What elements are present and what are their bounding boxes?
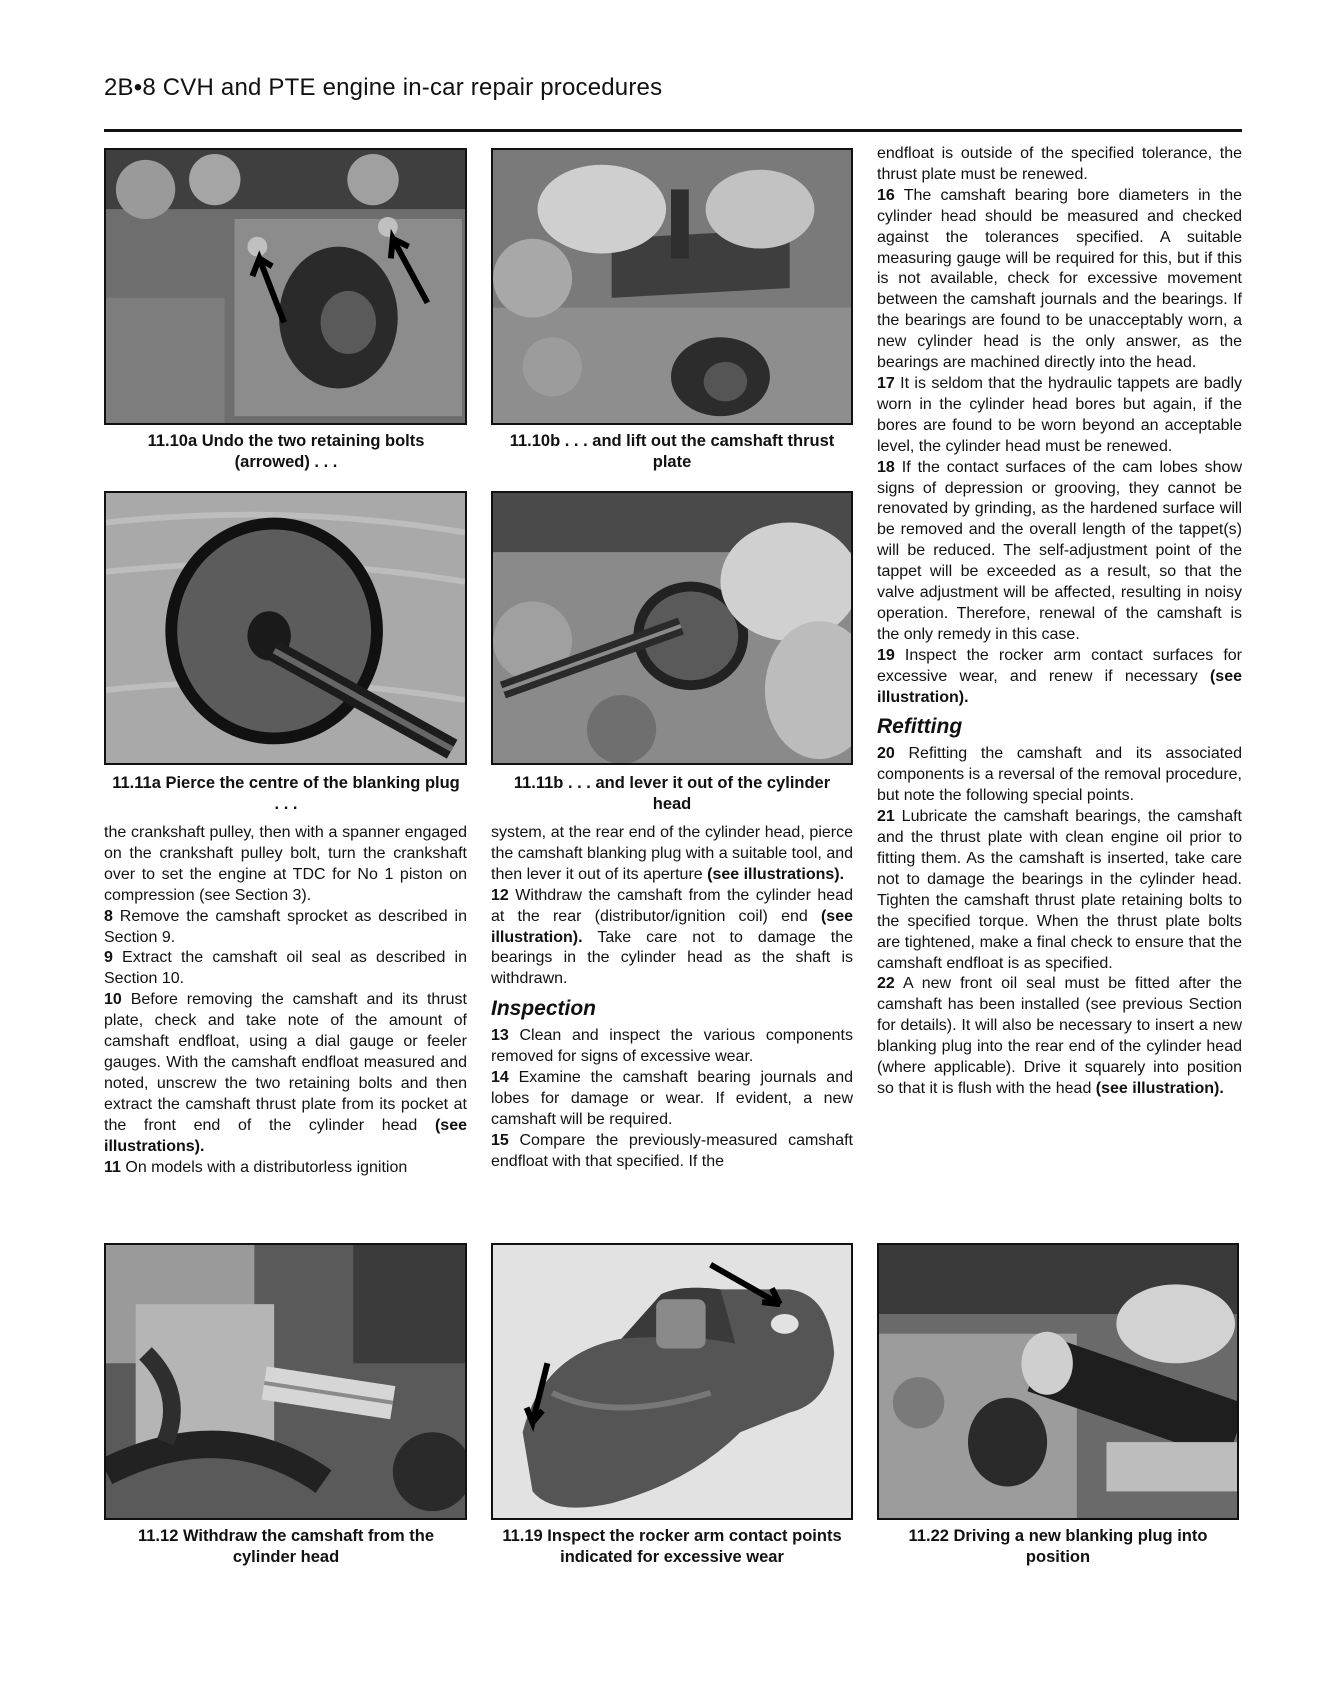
paragraph-13 [491, 1026, 853, 1068]
caption-11-10b: 11.10b . . . and lift out the camshaft thrust plate [509, 432, 835, 471]
text-column-2 [491, 823, 853, 1173]
paragraph-text: It is seldom that the hydraulic tappets are badly worn in the cylinder head bores but again, if the bores are found to be worn beyond an acceptable level, the cylinder head must be renewed. [877, 374, 1242, 455]
paragraph-15 [491, 1131, 853, 1173]
caption-11-11b: 11.11b . . . and lever it out of the cylinder head [513, 774, 831, 813]
paragraph [877, 144, 1242, 186]
paragraph-text: Withdraw the camshaft from the cylinder head at the rear (distributor/ignition coil) end [491, 886, 853, 925]
step-number: 10 [104, 991, 122, 1009]
caption-11-22: 11.22 Driving a new blanking plug into position [908, 1527, 1208, 1566]
text-column-1 [104, 823, 467, 1178]
paragraph-text: Remove the camshaft sprocket as described in Section 9. [104, 907, 467, 946]
step-number: 13 [491, 1027, 509, 1045]
paragraph-text: endfloat is outside of the specified tolerance, the thrust plate must be renewed. [877, 145, 1242, 183]
paragraph-text: If the contact surfaces of the cam lobes show signs of depression or grooving, they cannot be renovated by grinding, as the hardened surface will be removed and the overall length of the tappet(s) will be reduced. The self-adjustment point of the tappet will be exceeded as a result, so that the valve adjustment will be affected, resulting in noisy operation. Therefore, renewal of the camshaft is the only remedy in this case. [877, 458, 1242, 643]
section-heading-refitting: Refitting [877, 715, 963, 739]
paragraph-text: Clean and inspect the various components removed for signs of excessive wear. [491, 1027, 853, 1066]
paragraph-text: Take care not to damage the bearings in the cylinder head as the shaft is withdrawn. [491, 928, 854, 988]
paragraph-19 [877, 646, 1242, 709]
step-number: 14 [491, 1069, 509, 1087]
illustration-reference: (see illustration). [491, 907, 853, 946]
caption-11-10a: 11.10a Undo the two retaining bolts (arrowed) . . . [147, 432, 425, 471]
photo-11-10a [104, 148, 467, 425]
step-number: 17 [877, 374, 895, 392]
paragraph-text: On models with a distributorless ignition [125, 1158, 408, 1176]
paragraph-20 [877, 744, 1242, 807]
paragraph-16 [877, 186, 1242, 374]
paragraph-21 [877, 807, 1242, 974]
paragraph-text: Inspect the rocker arm contact surfaces for excessive wear, and renew if necessary [877, 646, 1242, 685]
photo-11-10b [491, 148, 853, 425]
photo-11-12 [104, 1243, 467, 1520]
paragraph-14 [491, 1068, 853, 1131]
paragraph-text: Extract the camshaft oil seal as described in Section 10. [104, 949, 467, 988]
step-number: 16 [877, 186, 895, 204]
paragraph-18 [877, 458, 1242, 646]
photo-11-11b [491, 491, 853, 765]
step-number: 11 [104, 1158, 121, 1176]
paragraph-10 [104, 990, 467, 1157]
step-number: 8 [104, 907, 113, 925]
paragraph-8 [104, 907, 467, 949]
paragraph-text: Examine the camshaft bearing journals and lobes for damage or wear. If evident, a new camshaft will be required. [491, 1069, 853, 1128]
step-number: 12 [491, 886, 509, 904]
paragraph [491, 823, 853, 886]
paragraph-text: Lubricate the camshaft bearings, the camshaft and the thrust plate with clean engine oil prior to fitting them. As the camshaft is inserted, take care not to damage the bearings in the cylinder head. Tighten the camshaft thrust plate retaining bolts to the specified torque. When the thrust plate bolts are tightened, make a final check to ensure that the camshaft endfloat is as specified. [877, 808, 1242, 972]
step-number: 9 [104, 949, 113, 967]
paragraph [104, 823, 467, 907]
page-header: 2B•8 CVH and PTE engine in-car repair procedures [104, 74, 663, 101]
paragraph-text: system, at the rear end of the cylinder head, pierce the camshaft blanking plug with a suitable tool, and then lever it out of its aperture [491, 824, 854, 883]
text-column-3 [877, 144, 1242, 1100]
caption-11-12: 11.12 Withdraw the camshaft from the cylinder head [137, 1527, 434, 1566]
illustration-reference: (see illustration). [877, 667, 1242, 706]
paragraph-text: Compare the previously-measured camshaft endfloat with that specified. If the [491, 1131, 853, 1170]
paragraph-text: the crankshaft pulley, then with a spanner engaged on the crankshaft pulley bolt, turn the crankshaft over to set the engine at TDC for No 1 piston on compression (see Section 3). [104, 824, 467, 904]
step-number: 20 [877, 745, 895, 763]
illustration-reference: (see illustration). [1095, 1079, 1224, 1097]
paragraph-9 [104, 948, 467, 990]
caption-11-11a: 11.11a Pierce the centre of the blanking plug . . . [112, 774, 460, 813]
step-number: 15 [491, 1131, 509, 1149]
photo-11-22 [877, 1243, 1239, 1520]
caption-11-19: 11.19 Inspect the rocker arm contact points indicated for excessive wear [502, 1527, 842, 1566]
paragraph-text: Refitting the camshaft and its associated components is a reversal of the removal procedure, but note the following special points. [877, 745, 1243, 805]
paragraph-text: Before removing the camshaft and its thrust plate, check and take note of the amount of camshaft endfloat, using a dial gauge or feeler gauges. With the camshaft endfloat measured and noted, unscrew the two retaining bolts and then extract the camshaft thrust plate from its pocket at the front end of the cylinder head [104, 991, 468, 1134]
photo-11-11a [104, 491, 467, 765]
illustration-reference: (see illustrations). [707, 865, 845, 883]
step-number: 21 [877, 808, 895, 826]
paragraph-text: The camshaft bearing bore diameters in the cylinder head should be measured and checked against the tolerances specified. A suitable measuring gauge will be required for this, but if this is not available, check for excessive movement between the camshaft journals and the bearings. If the bearings are found to be unacceptably worn, a new cylinder head is the only answer, as the bearings are machined directly into the head. [877, 186, 1243, 372]
paragraph-text: A new front oil seal must be fitted after the camshaft has been installed (see previous Section for details). It will also be necessary to insert a new blanking plug into the rear end of the cylinder head (where applicable). Drive it squarely into position so that it is flush with the head [877, 975, 1243, 1097]
step-number: 22 [877, 975, 895, 993]
step-number: 19 [877, 646, 895, 664]
header-rule [104, 129, 1242, 132]
step-number: 18 [877, 458, 895, 476]
paragraph-22 [877, 974, 1242, 1099]
paragraph-11 [104, 1158, 467, 1179]
section-heading-inspection: Inspection [491, 997, 597, 1021]
illustration-reference: (see illustrations). [104, 1116, 467, 1155]
paragraph-12 [491, 886, 853, 991]
paragraph-17 [877, 374, 1242, 458]
photo-11-19 [491, 1243, 853, 1520]
